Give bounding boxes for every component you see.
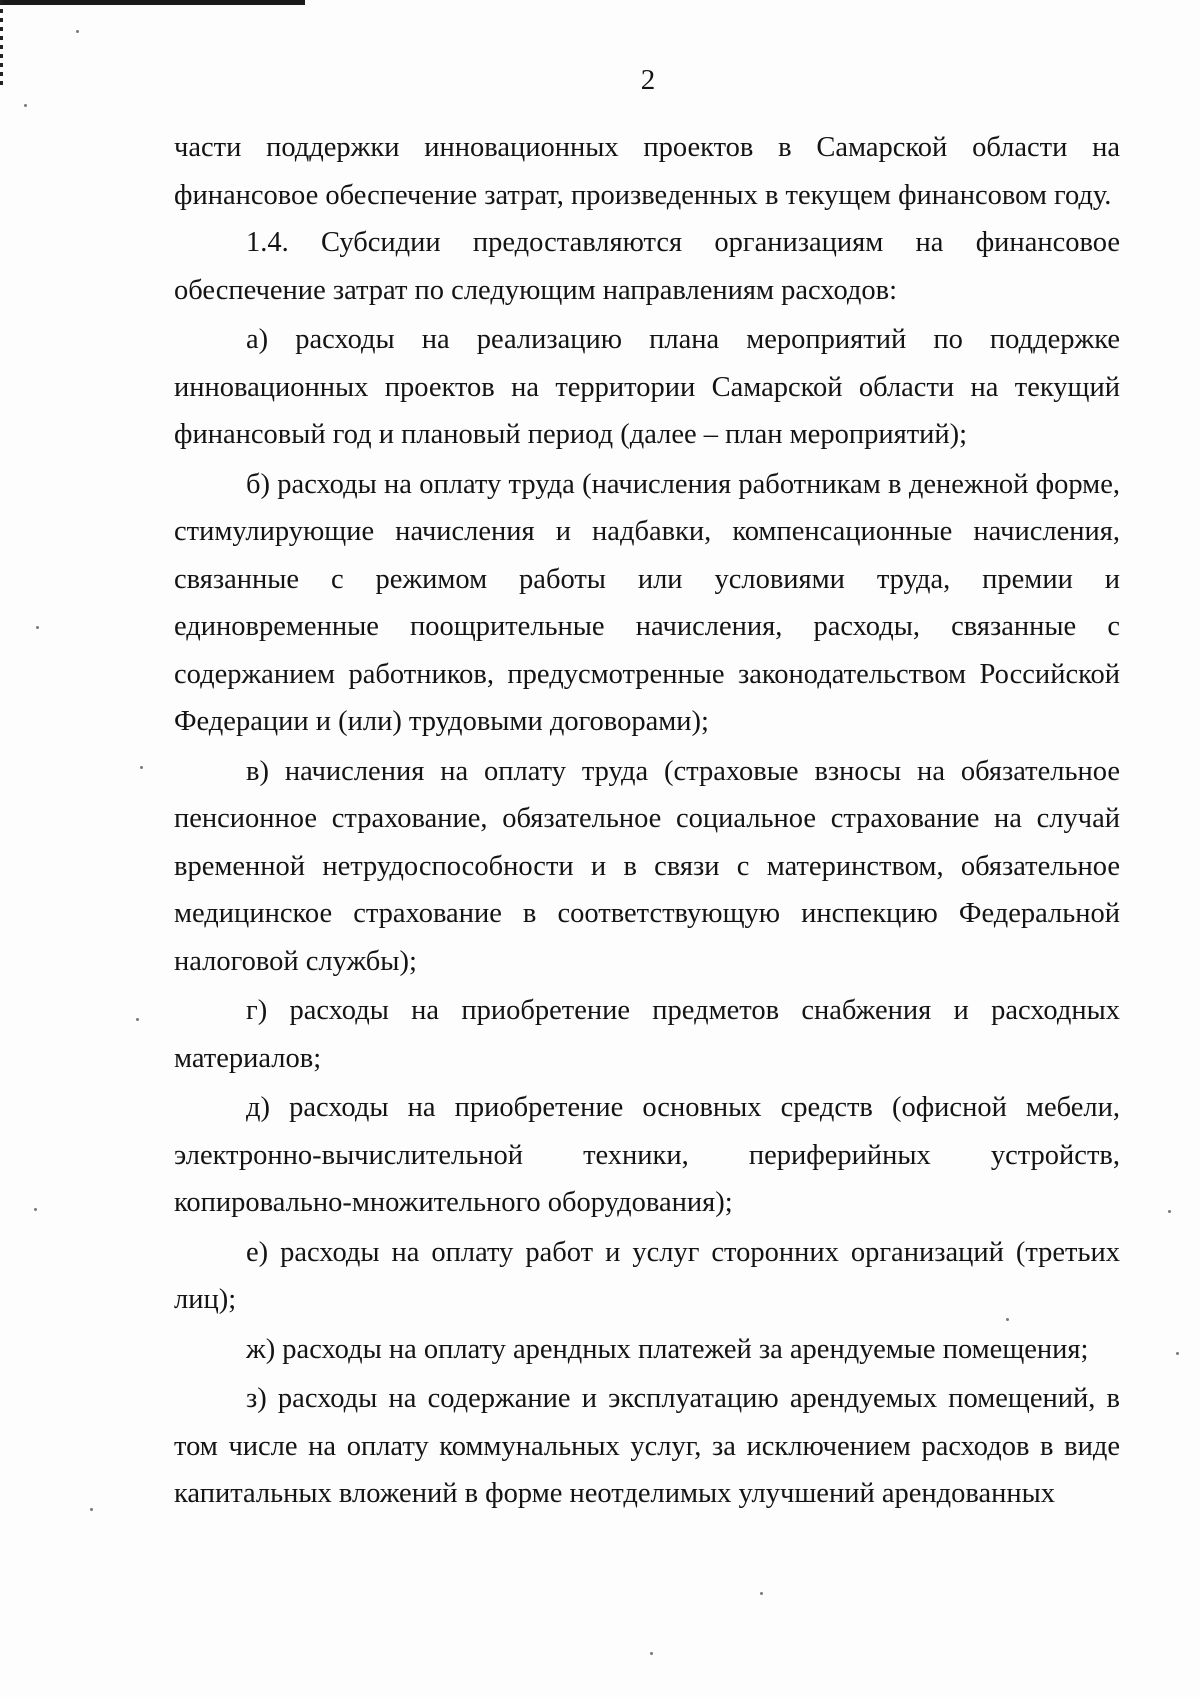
scan-speck (650, 1652, 653, 1655)
scan-speck (140, 766, 143, 769)
scan-speck (136, 1018, 139, 1021)
scan-speck (76, 30, 79, 33)
page-number: 2 (640, 64, 656, 96)
scan-speck (90, 1508, 93, 1511)
paragraph-item-g: г) расходы на приобретение предметов снабжения и расходных материалов; (174, 995, 1120, 1074)
paragraph-item-b: б) расходы на оплату труда (начисления работникам в денежной форме, стимулирующие начисления и надбавки, компенсационные начисления, связанные с режимом работы или условиями труда, премии и единовременные поощрительные начисления, расходы, связанные с содержанием работников, предусмотренные законодательством Российской Федерации и (или) трудовыми договорами); (174, 468, 1120, 737)
paragraph-item-e: е) расходы на оплату работ и услуг сторонних организаций (третьих лиц); (174, 1236, 1120, 1315)
scan-speck (1176, 1352, 1179, 1355)
scan-speck (760, 1592, 763, 1595)
paragraph-item-d: д) расходы на приобретение основных средств (офисной мебели, электронно-вычислительной техники, периферийных устройств, копировально-множительного оборудования); (174, 1092, 1120, 1218)
scan-speck (1168, 1210, 1171, 1213)
paragraph-item-zh: ж) расходы на оплату арендных платежей за арендуемые помещения; (246, 1333, 1089, 1365)
scan-artifact-bar (0, 0, 305, 5)
document-body (174, 124, 1120, 1518)
paragraph-item-a: а) расходы на реализацию плана мероприятий по поддержке инновационных проектов на территории Самарской области на текущий финансовый год и плановый период (далее – план мероприятий); (174, 324, 1120, 450)
scan-speck (24, 104, 27, 107)
scan-speck (36, 626, 39, 629)
paragraph-clause-1-4: 1.4. Субсидии предоставляются организациям на финансовое обеспечение затрат по следующим направлениям расходов: (174, 227, 1120, 306)
paragraph-item-z: з) расходы на содержание и эксплуатацию арендуемых помещений, в том числе на оплату коммунальных услуг, за исключением расходов в виде капитальных вложений в форме неотделимых улучшений арендованных (174, 1383, 1120, 1509)
paragraph-continuation: части поддержки инновационных проектов в Самарской области на финансовое обеспечение затрат, произведенных в текущем финансовом году. (174, 132, 1120, 211)
paragraph-item-v: в) начисления на оплату труда (страховые взносы на обязательное пенсионное страхование, обязательное социальное страхование на случай временной нетрудоспособности и в связи с материнством, обязательное медицинское страхование в соответствующую инспекцию Федеральной налоговой службы); (174, 755, 1120, 977)
scan-speck (34, 1208, 37, 1211)
